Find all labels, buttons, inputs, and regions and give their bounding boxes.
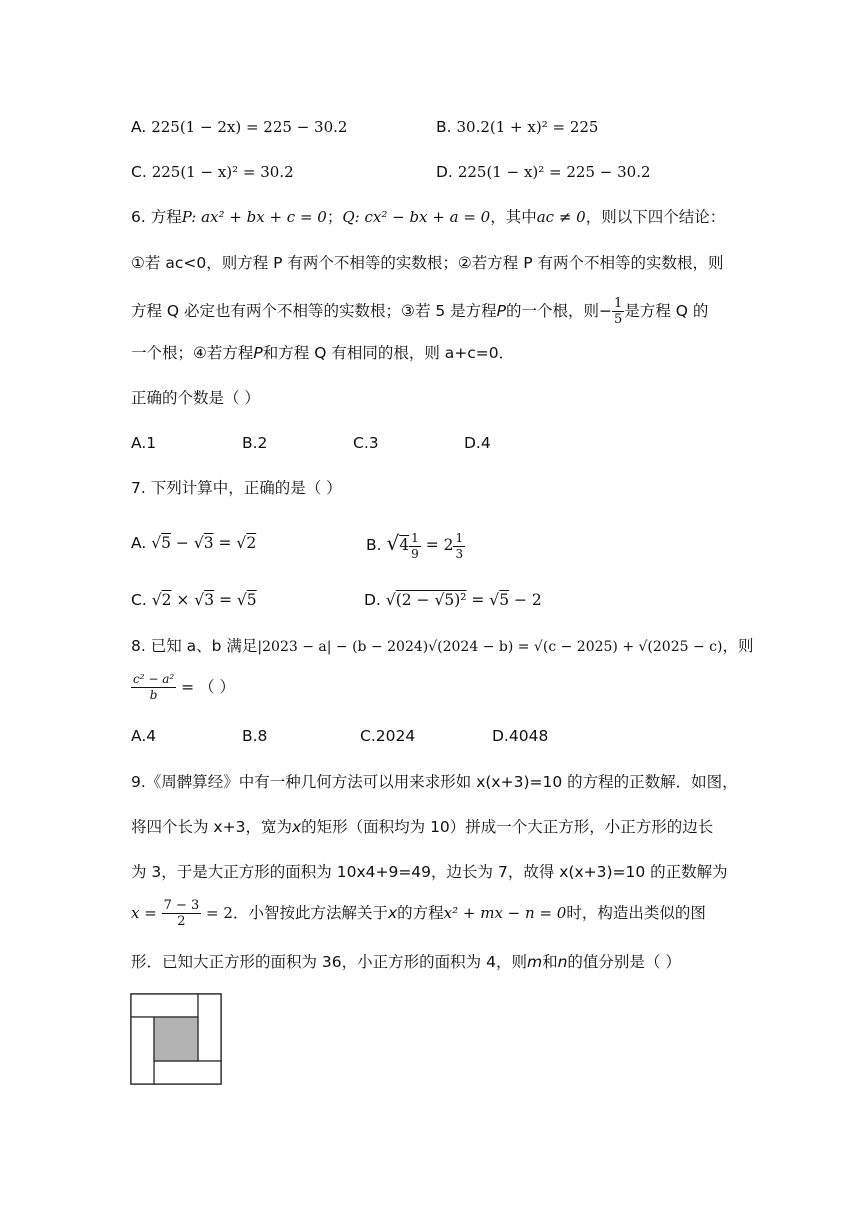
- q7-b-numerator: 1: [411, 530, 419, 545]
- q6-stem-line4: [131, 342, 514, 364]
- q6-line3-text-a: 方程 Q 必定也有两个不相等的实数根；③若 5 是方程: [131, 302, 497, 320]
- q8-fraction-numerator: c² − a²: [133, 672, 175, 686]
- q5-option-a-expr: 225(1 − 2x) = 225 − 30.2: [151, 118, 348, 136]
- q9-line1: 9.《周髀算经》中有一种几何方法可以用来求形如 x(x+3)=10 的方程的正数解．如图，: [131, 773, 738, 791]
- q9-line2-text-b: 的矩形（面积均为 10）拼成一个大正方形，小正方形的边长: [301, 818, 714, 836]
- q8-question-expr: [131, 672, 235, 703]
- q6-line3-fraction: [612, 296, 624, 327]
- q6-equation-p: P: ax² + bx + c = 0: [181, 208, 327, 226]
- q7-c-operator: ×: [171, 591, 195, 609]
- q5-option-d: [436, 161, 651, 183]
- q7-b-result-fraction: [453, 531, 465, 562]
- q9-line5-n: n: [557, 953, 568, 971]
- q7-d-equals: =: [466, 591, 490, 609]
- q8-condition-expr: |2023 − a| − (b − 2024)√(2024 − b) = √(c − 2025) + √(2025 − c): [257, 639, 723, 655]
- rectangle-bottom: [154, 1061, 221, 1084]
- q6-stem-end: ，则以下四个结论：: [585, 208, 726, 226]
- q6-option-d: D.4: [464, 434, 491, 452]
- q7-d-radicand: (2 − √5)²: [395, 591, 467, 609]
- q8-fraction: [131, 672, 176, 703]
- q5-option-c-expr: 225(1 − x)² = 30.2: [151, 163, 294, 181]
- q8-option-d: D.4048: [492, 727, 549, 745]
- q8-fraction-denominator: b: [149, 688, 158, 702]
- q6-line4-p: P: [253, 344, 263, 362]
- q6-stem-line1: [131, 206, 725, 228]
- q5-option-a: [131, 116, 347, 138]
- q9-line2-text-a: 将四个长为 x+3，宽为: [131, 818, 292, 836]
- q6-condition-prefix: ，其中: [490, 208, 537, 226]
- q6-stem-line3: [131, 296, 708, 327]
- q6-stem-line2: ①若 ac<0，则方程 P 有两个不相等的实数根；②若方程 P 有两个不相等的实数根，则: [131, 254, 724, 272]
- q7-a-radicand-2: 3: [203, 534, 214, 552]
- q8-stem-start: 8. 已知 a、b 满足: [131, 637, 258, 655]
- q9-line4-equation: x² + mx − n = 0: [443, 904, 567, 922]
- q5-option-c: [131, 161, 294, 183]
- rectangle-right: [198, 994, 221, 1061]
- q6-line4-text-a: 一个根；④若方程: [131, 344, 254, 362]
- q8-tail: = （ ）: [176, 678, 235, 696]
- q6-line3-text-b: 的一个根，则: [506, 302, 600, 320]
- q9-line5-and: 和: [542, 953, 558, 971]
- q9-line4-x-var: x: [387, 904, 398, 922]
- q9-line4: [131, 898, 706, 929]
- q9-line5-text-a: 形．已知大正方形的面积为 36，小正方形的面积为 4，则: [131, 953, 527, 971]
- q9-line4-text-c: 时，构造出类似的图: [566, 904, 706, 922]
- q7-option-d: [364, 589, 542, 611]
- q8-stem-end: ，则: [722, 637, 754, 655]
- q5-option-a-label: A.: [131, 118, 147, 136]
- q5-option-c-label: C.: [131, 163, 147, 181]
- q9-line3: 为 3，于是大正方形的面积为 10x4+9=49，边长为 7，故得 x(x+3)=10 的正数解为: [131, 863, 728, 881]
- q7-c-radicand-1: 2: [161, 591, 172, 609]
- q9-fraction-denominator: 2: [177, 914, 186, 929]
- q7-d-tail: − 2: [509, 591, 542, 609]
- q9-line2-x: x: [291, 818, 302, 836]
- q6-line3-text-c: 是方程 Q 的: [624, 302, 709, 320]
- q7-option-c-expr: √2 × √3 = √5: [151, 591, 257, 609]
- q6-option-c: C.3: [353, 434, 379, 452]
- q9-line4-text-a: ．小智按此方法解关于: [232, 904, 388, 922]
- small-shaded-square: [154, 1017, 198, 1061]
- q6-line3-negative-sign: −: [599, 302, 613, 320]
- q6-fraction-denominator: 5: [614, 312, 623, 327]
- q9-line5: [131, 951, 681, 973]
- q7-b-whole: 4: [399, 536, 410, 554]
- q7-option-b: [366, 528, 465, 562]
- q7-option-a-label: A.: [131, 534, 147, 552]
- q9-fraction-numerator: 7 − 3: [163, 898, 200, 913]
- q6-prompt: 正确的个数是（ ）: [131, 389, 260, 407]
- rectangle-top: [131, 994, 198, 1017]
- q7-a-radicand-1: 5: [161, 534, 171, 552]
- q7-c-equals: =: [214, 591, 237, 609]
- q6-condition: ac ≠ 0: [536, 208, 586, 226]
- q7-b-denominator: 9: [411, 546, 419, 561]
- q5-option-d-expr: 225(1 − x)² = 225 − 30.2: [457, 163, 651, 181]
- q8-option-c: C.2024: [360, 727, 416, 745]
- q7-b-fraction: [409, 531, 421, 562]
- q6-equation-q: Q: cx² − bx + a = 0: [342, 208, 491, 226]
- q7-a-equals: =: [213, 534, 237, 552]
- q7-option-c-label: C.: [131, 591, 147, 609]
- q6-fraction-numerator: 1: [614, 296, 623, 311]
- q7-option-d-label: D.: [364, 591, 381, 609]
- q6-option-a: A.1: [131, 434, 157, 452]
- q7-a-radicand-3: 2: [246, 534, 257, 552]
- q7-c-radicand-2: 3: [204, 591, 215, 609]
- q7-b-radicand: [399, 530, 421, 561]
- q7-option-a: [131, 532, 256, 554]
- q6-stem-start: 6. 方程: [131, 208, 182, 226]
- q9-line5-text-b: 的值分别是（ ）: [567, 953, 681, 971]
- rectangle-left: [131, 1017, 154, 1084]
- q5-option-b: [436, 116, 598, 138]
- q7-b-equals: = 2: [420, 536, 454, 554]
- q7-option-b-expr: √4 $\frac{1}{9}$ = 2 $\frac{1}{3}$: [386, 530, 464, 561]
- q7-d-radicand-result: 5: [499, 591, 510, 609]
- q9-line4-result: = 2: [201, 904, 233, 922]
- q9-square-figure: [130, 993, 223, 1086]
- q5-option-b-label: B.: [436, 118, 452, 136]
- q7-option-c: [131, 589, 257, 611]
- q7-c-radicand-3: 5: [246, 591, 257, 609]
- q7-option-a-expr: √5 − √3 = √2: [151, 534, 257, 552]
- q6-option-b: B.2: [242, 434, 268, 452]
- q5-option-b-expr: 30.2(1 + x)² = 225: [456, 118, 599, 136]
- q7-stem: 7. 下列计算中，正确的是（ ）: [131, 479, 342, 497]
- q7-b-result-numerator: 1: [455, 530, 464, 545]
- q9-line5-m: m: [526, 953, 543, 971]
- q9-line4-x-equals: x =: [131, 904, 162, 922]
- q8-option-a: A.4: [131, 727, 157, 745]
- q6-line3-p: P: [496, 302, 507, 320]
- q8-option-b: B.8: [242, 727, 268, 745]
- q5-option-d-label: D.: [436, 163, 453, 181]
- q7-b-result-denominator: 3: [455, 546, 464, 561]
- q9-line4-text-b: 的方程: [397, 904, 444, 922]
- q9-line4-fraction: [162, 898, 202, 929]
- q7-option-b-label: B.: [366, 536, 382, 554]
- q9-line2: [131, 816, 713, 838]
- q6-separator: ；: [326, 208, 343, 226]
- q8-stem: [131, 635, 753, 658]
- q6-line4-text-b: 和方程 Q 有相同的根，则 a+c=0．: [262, 344, 515, 362]
- q7-option-d-expr: √(2 − √5)² = √5 − 2: [385, 591, 542, 609]
- q7-a-operator: −: [170, 534, 194, 552]
